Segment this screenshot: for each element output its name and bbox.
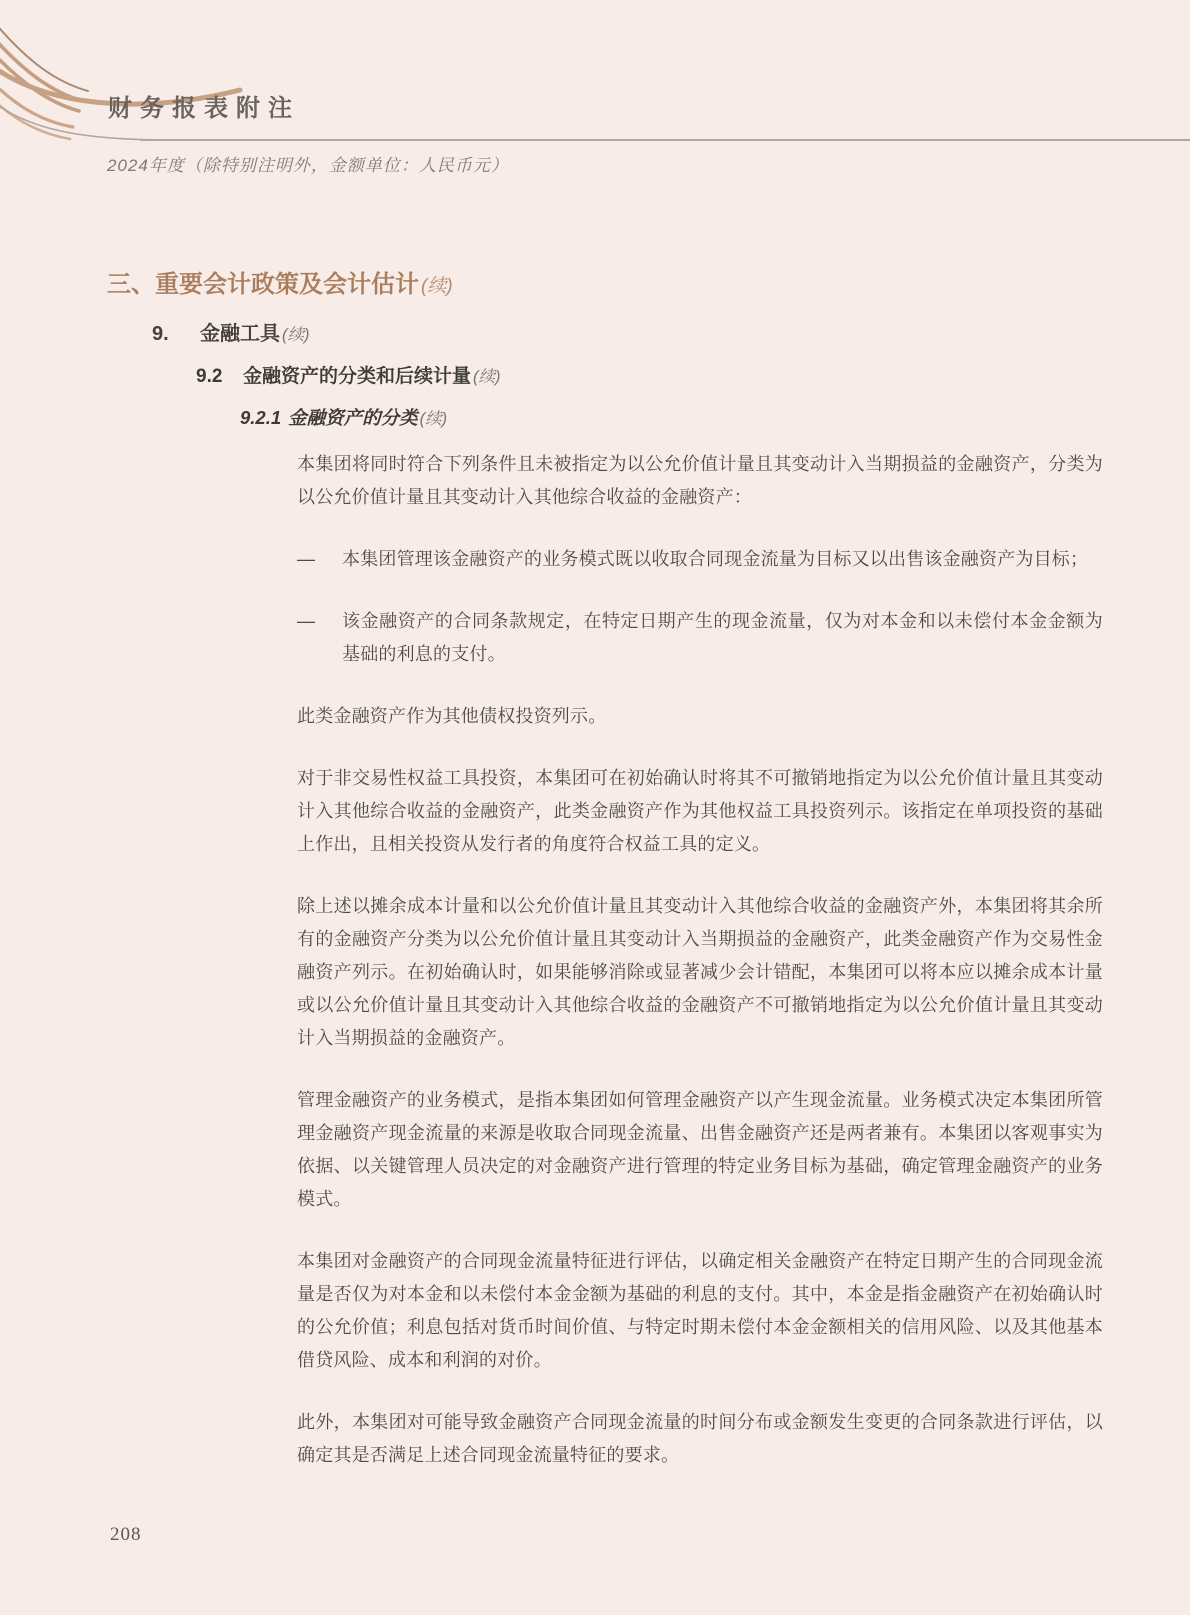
bullet-dash: — — [297, 549, 316, 569]
bullet-item — [297, 543, 1103, 576]
section-heading-continued: (续) — [421, 276, 453, 297]
page-number: 208 — [110, 1524, 142, 1545]
paragraph: 除上述以摊余成本计量和以公允价值计量且其变动计入其他综合收益的金融资产外，本集团将其余所有的金融资产分类为以公允价值计量且其变动计入当期损益的金融资产，此类金融资产作为交易性金融资产列示。在初始确认时，如果能够消除或显著减少会计错配，本集团可以将本应以摊余成本计量或以公允价值计量且其变动计入其他综合收益的金融资产不可撤销地指定为以公允价值计量且其变动计入当期损益的金融资产。 — [297, 896, 1103, 1048]
section-heading-text: 三、重要会计政策及会计估计 — [107, 271, 419, 298]
paragraph: 此外，本集团对可能导致金融资产合同现金流量的时间分布或金额发生变更的合同条款进行评估，以确定其是否满足上述合同现金流量特征的要求。 — [297, 1412, 1103, 1465]
paragraph: 管理金融资产的业务模式，是指本集团如何管理金融资产以产生现金流量。业务模式决定本集团所管理金融资产现金流量的来源是收取合同现金流量、出售金融资产还是两者兼有。本集团以客观事实为依据、以关键管理人员决定的对金融资产进行管理的特定业务目标为基础，确定管理金融资产的业务模式。 — [297, 1090, 1103, 1209]
subsection-number: 9. — [152, 323, 169, 345]
body-text-block — [297, 448, 1103, 1472]
bullet-text: 该金融资产的合同条款规定，在特定日期产生的现金流量，仅为对本金和以未偿付本金金额为基础的利息的支付。 — [342, 611, 1103, 664]
subsection-continued: (续) — [473, 368, 501, 386]
section-heading — [107, 270, 1107, 302]
subsection-heading-9-2-1 — [240, 404, 1107, 433]
paragraph: 对于非交易性权益工具投资，本集团可在初始确认时将其不可撤销地指定为以公允价值计量且其变动计入其他综合收益的金融资产，此类金融资产作为其他权益工具投资列示。该指定在单项投资的基础上作出，且相关投资从发行者的角度符合权益工具的定义。 — [297, 768, 1103, 854]
subsection-heading-9 — [152, 320, 1107, 349]
paragraph-intro: 本集团将同时符合下列条件且未被指定为以公允价值计量且其变动计入当期损益的金融资产，分类为以公允价值计量且其变动计入其他综合收益的金融资产： — [297, 454, 1103, 507]
paragraph: 本集团对金融资产的合同现金流量特征进行评估，以确定相关金融资产在特定日期产生的合同现金流量是否仅为对本金和以未偿付本金金额为基础的利息的支付。其中，本金是指金融资产在初始确认时的公允价值；利息包括对货币时间价值、与特定时期未偿付本金金额相关的信用风险、以及其他基本借贷风险、成本和利润的对价。 — [297, 1251, 1103, 1370]
page-title: 财务报表附注 — [108, 96, 300, 122]
subsection-continued: (续) — [282, 326, 310, 344]
subsection-title: 金融资产的分类 — [288, 407, 418, 428]
bullet-item — [297, 605, 1103, 671]
page-subtitle: 2024年度（除特别注明外，金额单位：人民币元） — [107, 156, 509, 175]
bullet-dash: — — [297, 611, 316, 631]
bullet-text: 本集团管理该金融资产的业务模式既以收取合同现金流量为目标又以出售该金融资产为目标； — [342, 549, 1089, 569]
corner-decoration-arcs — [0, 0, 270, 170]
paragraph: 此类金融资产作为其他债权投资列示。 — [297, 706, 607, 726]
header-divider — [140, 139, 1190, 141]
subsection-title: 金融资产的分类和后续计量 — [243, 366, 472, 387]
subsection-continued: (续) — [419, 410, 448, 428]
subsection-heading-9-2 — [196, 363, 1107, 391]
subsection-number: 9.2 — [196, 366, 223, 387]
document-content — [107, 270, 1107, 1501]
subsection-number: 9.2.1 — [240, 407, 282, 428]
subsection-title: 金融工具 — [200, 323, 280, 345]
